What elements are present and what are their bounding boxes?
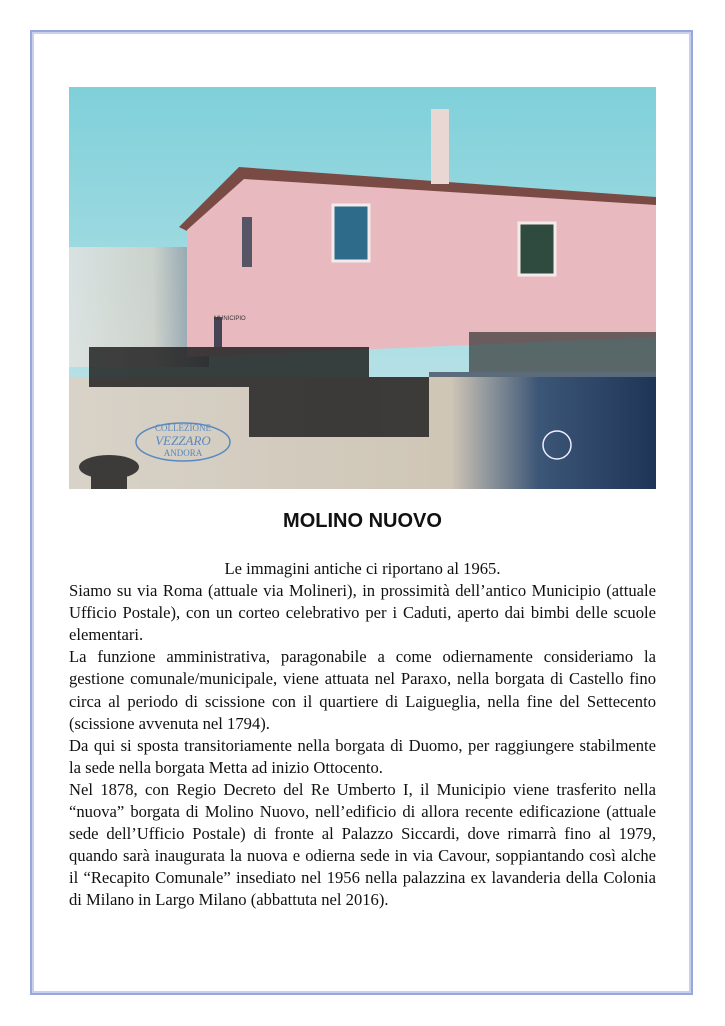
svg-text:MUNICIPIO: MUNICIPIO bbox=[214, 316, 246, 322]
paragraph: La funzione amministrativa, paragonabile a come odiernamente consideriamo la gestione comunale/municipale, viene attuata nel Paraxo, nella borgata di Castello fino circa al periodo di scissione con il quartiere di Laigueglia, nella fine del Settecento (scissione avvenuta nel 1794). bbox=[69, 647, 656, 733]
svg-text:COLLEZIONE: COLLEZIONE bbox=[155, 423, 211, 433]
historic-photo-molino-nuovo bbox=[69, 87, 656, 489]
svg-text:VEZZARO: VEZZARO bbox=[155, 433, 211, 448]
paragraph: Da qui si sposta transitoriamente nella borgata di Duomo, per raggiungere stabilmente la sede nella borgata Metta ad inizio Ottocento. bbox=[69, 735, 656, 777]
paragraph: Le immagini antiche ci riportano al 1965. bbox=[224, 559, 501, 578]
paragraph: Siamo su via Roma (attuale via Molineri), in prossimità dell’antico Municipio (attuale Ufficio Postale), con un corteo celebrativo per i Caduti, aperto dai bimbi delle scuole elementari. bbox=[69, 581, 656, 645]
page-title: MOLINO NUOVO bbox=[283, 510, 442, 532]
article-body bbox=[69, 558, 656, 912]
paragraph: Nel 1878, con Regio Decreto del Re Umberto I, il Municipio viene trasferito nella “nuova” borgata di Molino Nuovo, nell’edificio di allora recente edificazione (attuale sede dell’Ufficio Postale) di fronte al Palazzo Siccardi, dove rimarrà fino al 1979, quando sarà inaugurata la nuova e odierna sede in via Cavour, soppiantando così alche il “Recapito Comunale” insediato nel 1956 nella palazzina ex lavanderia della Colonia di Milano in Largo Milano (abbattuta nel 2016). bbox=[69, 779, 656, 910]
svg-text:ANDORA: ANDORA bbox=[163, 448, 203, 458]
